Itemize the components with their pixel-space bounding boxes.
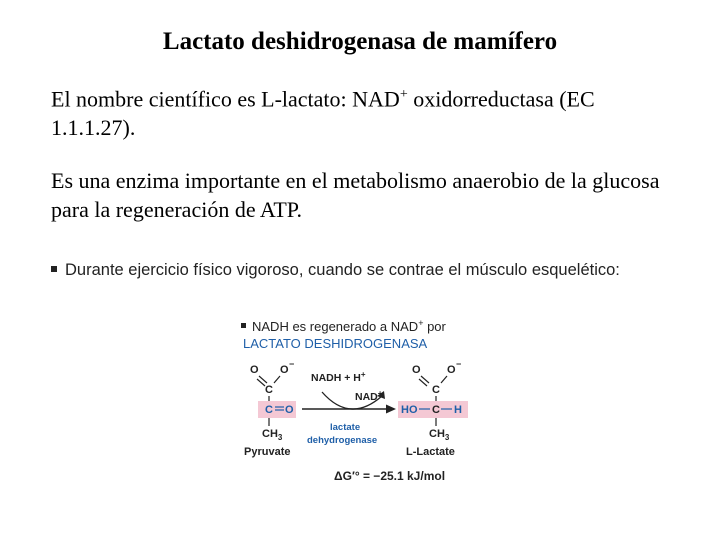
pyruvate-structure — [250, 359, 296, 442]
bullet-text: Durante ejercicio físico vigoroso, cuando se contrae el músculo esquelético: — [65, 261, 620, 279]
svg-text:H: H — [454, 404, 462, 416]
svg-text:−: − — [289, 359, 295, 369]
paragraph1-sup: + — [399, 87, 408, 102]
enzyme-label-line1: lactate — [330, 422, 361, 433]
nadh-label: NADH + H+ — [311, 370, 366, 384]
svg-text:O: O — [447, 364, 456, 376]
svg-text:CH3: $CH_3$ — [429, 428, 450, 442]
svg-text:O: O — [250, 364, 259, 376]
svg-text:CH3: $CH_3$ — [262, 428, 283, 442]
paragraph-importance: Es una enzima importante en el metabolismo anaerobio de la glucosa para la regeneración de ATP. — [51, 168, 660, 222]
paragraph1-text: El nombre científico es L-lactato: NAD — [51, 86, 400, 112]
svg-text:C: C — [432, 384, 440, 396]
figure-line2: LACTATO DESHIDROGENASA — [243, 336, 428, 351]
delta-g-label: ΔG′° = −25.1 kJ/mol — [334, 469, 446, 483]
lactate-label: L-Lactate — [406, 446, 455, 458]
slide-title: Lactato deshidrogenasa de mamífero — [162, 28, 558, 55]
svg-text:−: − — [456, 359, 462, 369]
svg-text:C: C — [432, 404, 440, 416]
svg-text:O: O — [285, 404, 294, 416]
svg-text:O: O — [280, 364, 289, 376]
enzyme-label-line2: dehydrogenase — [307, 435, 378, 446]
paragraph1-text-end: oxidorreductasa (EC 1.1.1.27). — [51, 86, 595, 141]
svg-text:C: C — [265, 384, 273, 396]
lactate-structure — [398, 359, 468, 442]
figure-bullet-icon — [241, 323, 246, 328]
svg-text:O: O — [412, 364, 421, 376]
pyruvate-label: Pyruvate — [244, 446, 291, 458]
svg-text:C: C — [265, 404, 273, 416]
svg-text:HO: HO — [401, 404, 418, 416]
nad-label: NAD+ — [355, 389, 383, 403]
figure-line1: NADH es regenerado a NAD+ por — [252, 318, 446, 334]
